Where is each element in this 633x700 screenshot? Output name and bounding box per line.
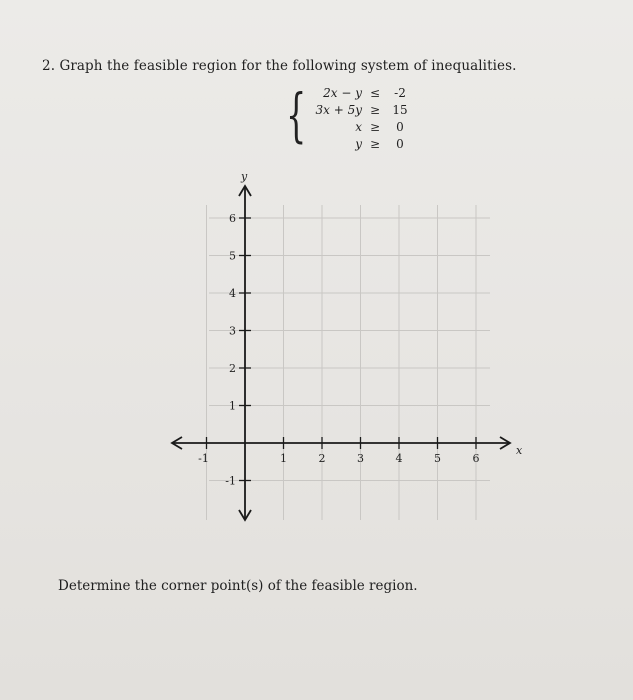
inequality-relation: ≤ <box>369 86 381 100</box>
inequality-rhs: -2 <box>394 86 406 100</box>
inequality-relation: ≥ <box>369 120 381 134</box>
axis-ticks <box>207 218 477 481</box>
y-tick-label: 2 <box>229 362 236 375</box>
inequality-lhs: 2x − y <box>323 86 362 100</box>
x-tick-label: 6 <box>472 452 480 465</box>
x-tick-label: 5 <box>434 452 441 465</box>
y-axis-label: y <box>241 170 248 183</box>
inequality-relation: ≥ <box>369 103 381 117</box>
y-tick-label: 4 <box>229 287 236 300</box>
system-brace: { <box>286 81 307 149</box>
corner-points-question: Determine the corner point(s) of the feasible region. <box>58 578 418 594</box>
y-tick-label: 5 <box>229 249 236 263</box>
inequality-rhs: 15 <box>392 103 408 117</box>
axes <box>172 186 510 520</box>
inequality-lhs: x <box>355 120 362 134</box>
y-tick-label: 3 <box>229 324 236 338</box>
inequality-lhs: y <box>355 137 362 151</box>
inequality-lhs: 3x + 5y <box>315 103 362 117</box>
x-tick-label: 2 <box>318 452 326 465</box>
inequality-relation: ≥ <box>369 137 381 151</box>
y-tick-label: 1 <box>229 399 236 413</box>
y-tick-label: -1 <box>225 474 236 488</box>
x-axis-label: x <box>516 444 523 457</box>
inequality-rhs: 0 <box>396 137 404 151</box>
grid-lines <box>207 205 491 520</box>
x-tick-label: 3 <box>357 452 364 465</box>
inequality-rhs: 0 <box>396 120 404 134</box>
y-tick-label: 6 <box>229 212 236 225</box>
x-tick-label: -1 <box>198 452 209 465</box>
x-tick-label: 4 <box>395 452 403 465</box>
problem-statement: 2. Graph the feasible region for the following system of inequalities. <box>42 58 517 74</box>
x-tick-label: 1 <box>280 452 287 465</box>
